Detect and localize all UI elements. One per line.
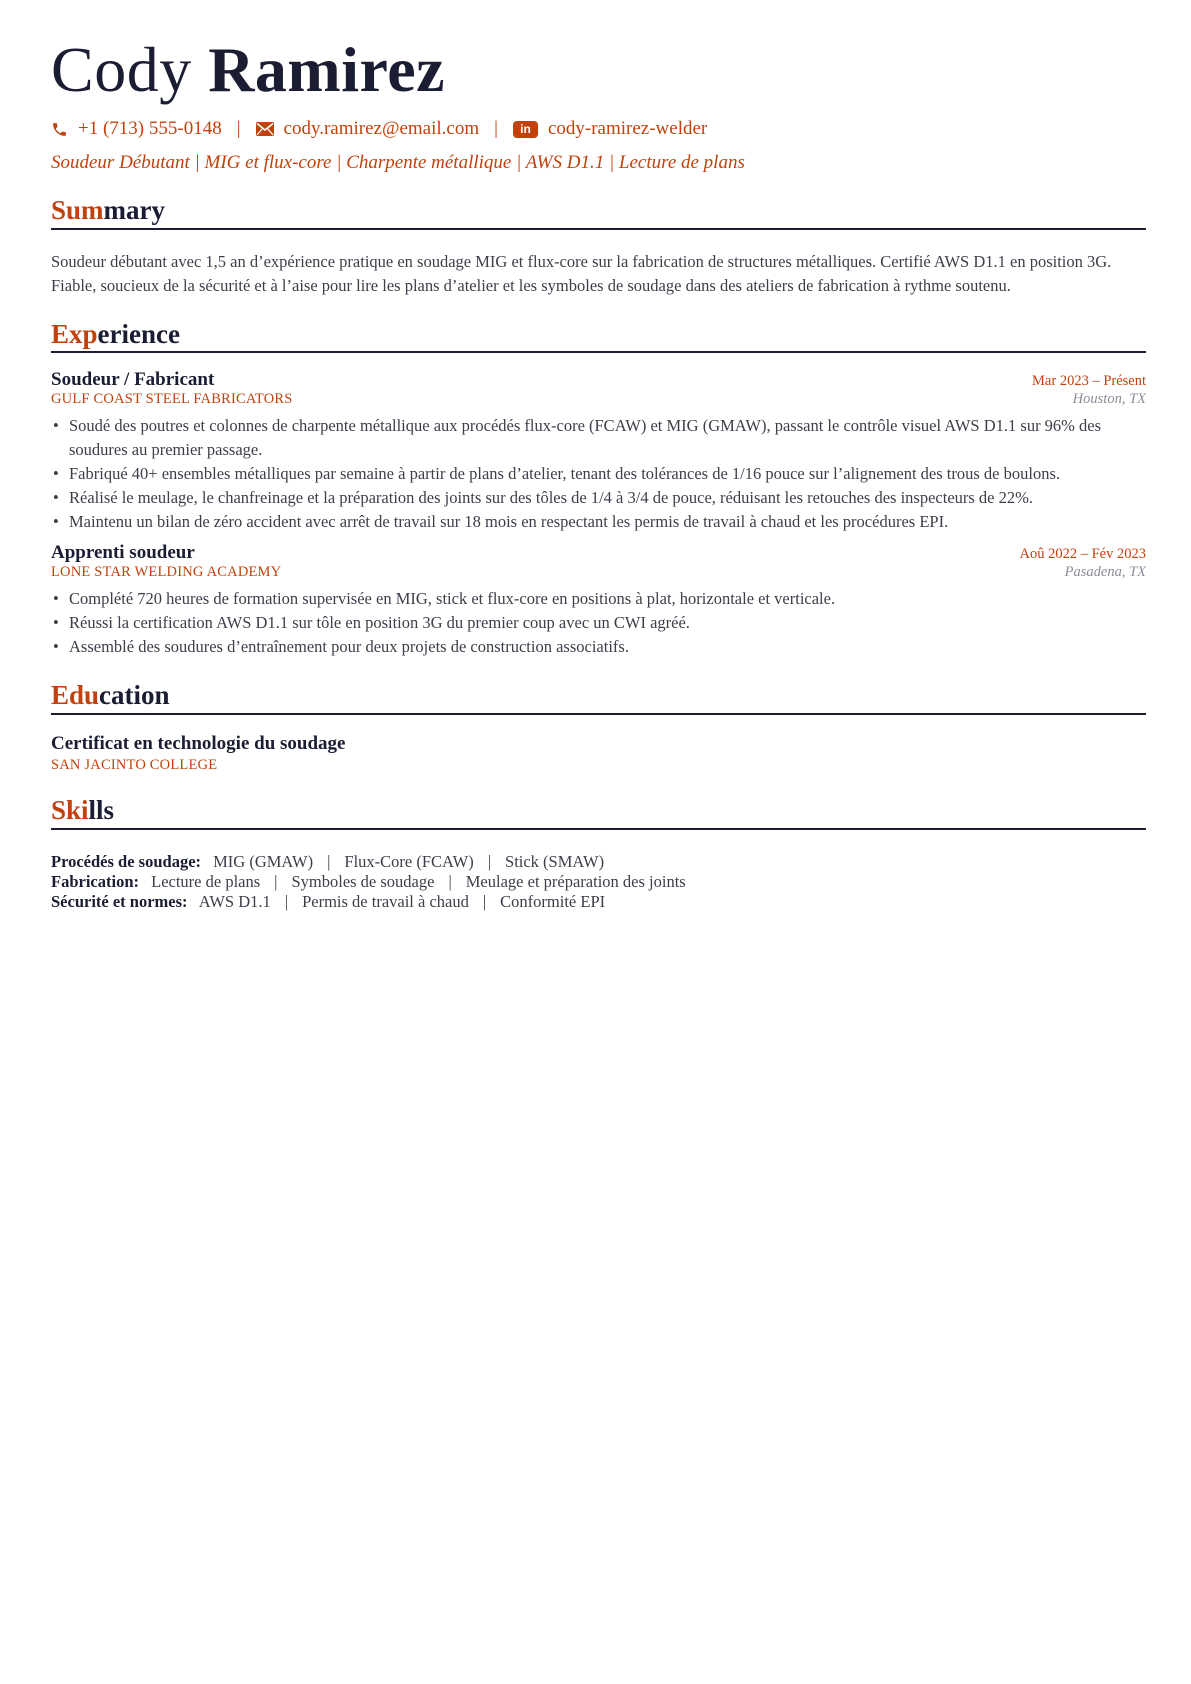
section-title-rest: erience [97,318,180,349]
section-title-experience [51,320,1146,354]
skill-item: MIG (GMAW) [213,851,314,871]
email-address: cody.ramirez@email.com [283,118,480,139]
phone-number: +1 (713) 555-0148 [78,118,222,139]
linkedin-contact[interactable] [513,118,707,140]
school-name: SAN JACINTO COLLEGE [51,757,218,774]
section-title-rest: mary [103,195,166,225]
skill-item: Meulage et préparation des joints [465,871,686,891]
summary-text: Soudeur débutant avec 1,5 an d’expérience pratique en soudage MIG et flux-core sur la fabrication de structures métalliques. Certifié AWS D1.1 en position 3G. Fiable, soucieux de la sécurité et à l’aise pour lire les plans d’atelier et les symboles de soudage dans des ateliers de fabrication à rythme soutenu. [51,251,1112,295]
section-title-summary [51,196,1146,230]
job-title: Apprenti soudeur [51,542,195,564]
summary-section [51,196,1146,298]
job-company: LONE STAR WELDING ACADEMY [51,564,282,581]
skill-item: Permis de travail à chaud [302,891,469,911]
skill-item: Conformité EPI [500,891,606,911]
tagline: Soudeur Débutant | MIG et flux-core | Charpente métallique | AWS D1.1 | Lecture de plans [51,152,745,173]
section-title-accent: Exp [51,318,98,349]
skill-label: Fabrication: [51,871,139,891]
skill-item: AWS D1.1 [198,891,271,911]
envelope-icon [256,122,274,136]
job-bullets [51,414,1146,534]
skill-row [51,852,1146,872]
linkedin-icon [513,121,538,138]
skill-label: Sécurité et normes: [51,891,188,911]
phone-contact[interactable] [51,118,222,140]
last-name: Ramirez [208,34,446,105]
job-bullet: • Réussi la certification AWS D1.1 sur tôle en position 3G du premier coup avec un CWI agréé. [51,611,1146,635]
skill-label: Procédés de soudage: [51,851,202,871]
phone-icon [51,121,68,138]
skill-row [51,892,1146,912]
job-entry [51,542,1146,659]
resume-content [51,34,1146,912]
job-date: Mar 2023 – Présent [1032,373,1146,390]
job-bullet: • Assemblé des soudures d’entraînement pour deux projets de construction associatifs. [51,635,1146,659]
job-bullets [51,587,1146,659]
job-bullet: • Soudé des poutres et colonnes de charpente métallique aux procédés flux-core (FCAW) et MIG (GMAW), passant le contrôle visuel AWS D1.1 sur 96% des soudures au premier passage. [51,414,1146,462]
section-title-skills [51,796,1146,830]
section-title-accent: Ski [51,795,89,826]
skill-separator: | [482,891,487,911]
job-location: Houston, TX [1072,391,1146,408]
contact-line [51,116,1146,142]
job-company: GULF COAST STEEL FABRICATORS [51,391,293,408]
job-subheader [51,391,1146,408]
job-date: Aoû 2022 – Fév 2023 [1019,546,1146,563]
education-section [51,681,1146,774]
skills-list [51,852,1146,912]
first-name: Cody [51,34,192,105]
skill-row [51,872,1146,892]
skill-item: Symboles de soudage [291,871,435,891]
job-bullet: • Réalisé le meulage, le chanfreinage et la préparation des joints sur des tôles de 1/4 à 3/4 de pouce, réduisant les retouches des inspecteurs de 22%. [51,486,1146,510]
email-contact[interactable] [256,118,480,140]
linkedin-badge: in [513,121,538,138]
job-header [51,542,1146,564]
job-subheader [51,564,1146,581]
skill-separator: | [274,871,278,891]
job-bullet: • Fabriqué 40+ ensembles métalliques par semaine à partir de plans d’atelier, tenant des tolérances de 1/16 pouce sur l’alignement des trous de boulons. [51,462,1146,486]
job-bullet: • Complété 720 heures de formation supervisée en MIG, stick et flux-core en positions à plat, horizontale et verticale. [51,587,1146,611]
education-entry [51,733,1146,774]
linkedin-handle: cody-ramirez-welder [547,118,708,139]
skill-separator: | [487,851,492,871]
job-entry [51,369,1146,534]
candidate-name [51,34,1146,105]
job-title: Soudeur / Fabricant [51,369,215,391]
degree-title: Certificat en technologie du soudage [51,733,346,755]
section-title-education [51,681,1146,715]
section-title-rest: cation [99,680,170,711]
experience-section [51,320,1146,660]
job-bullet: • Maintenu un bilan de zéro accident avec arrêt de travail sur 18 mois en respectant les permis de travail à chaud et les procédures EPI. [51,510,1146,534]
skill-separator: | [448,871,452,891]
skill-item: Stick (SMAW) [505,851,605,871]
skill-item: Flux-Core (FCAW) [344,851,474,871]
skills-section [51,796,1146,912]
contact-separator: | [236,118,241,139]
contact-separator: | [494,118,498,139]
skill-separator: | [284,891,289,911]
section-title-rest: lls [88,795,115,826]
job-header [51,369,1146,391]
skill-item: Lecture de plans [151,871,261,891]
skill-separator: | [327,851,331,871]
job-location: Pasadena, TX [1064,564,1146,581]
section-title-accent: Sum [51,195,104,225]
section-title-accent: Edu [51,680,100,711]
